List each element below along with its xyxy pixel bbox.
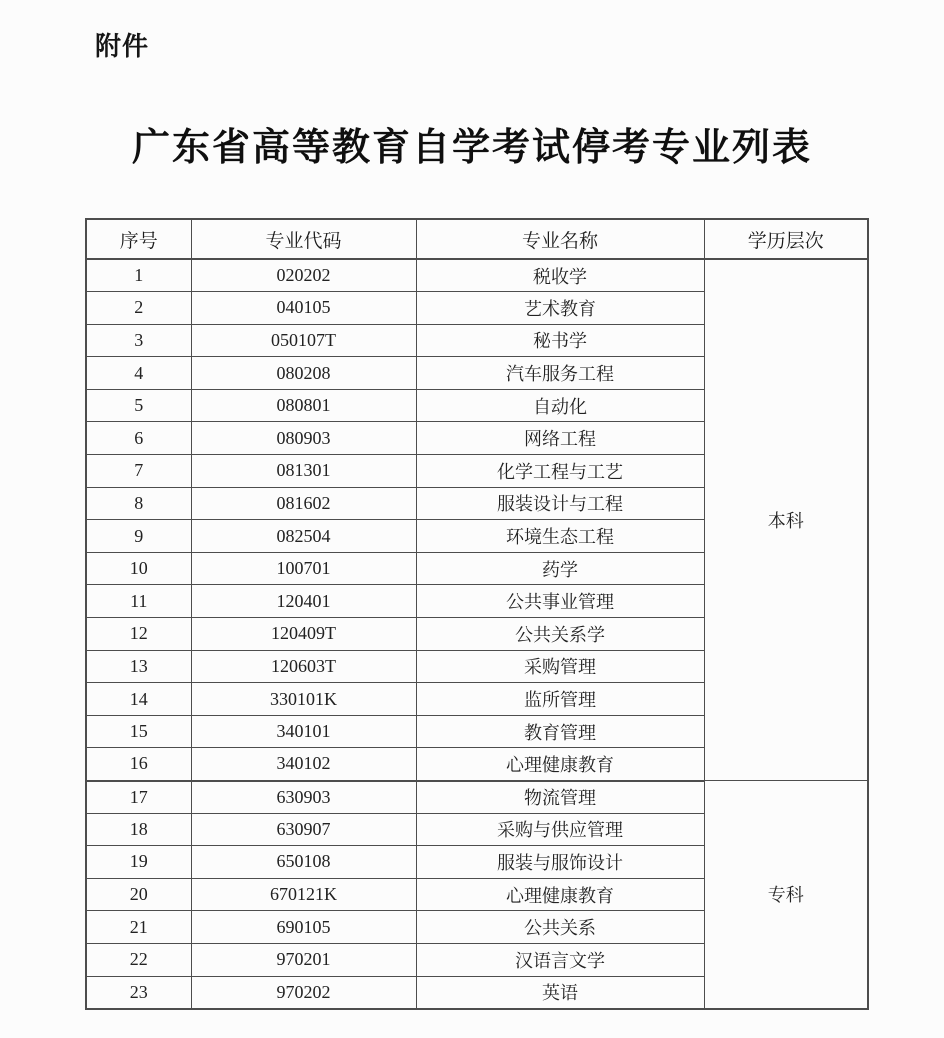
cell-major-code: 082504 <box>191 520 416 553</box>
cell-major-name: 化学工程与工艺 <box>416 455 704 488</box>
cell-major-name: 公共事业管理 <box>416 585 704 618</box>
suspended-majors-table <box>85 218 869 1010</box>
cell-major-name: 汽车服务工程 <box>416 357 704 390</box>
cell-serial-number: 6 <box>86 422 191 455</box>
cell-major-name: 心理健康教育 <box>416 878 704 911</box>
cell-major-code: 081301 <box>191 455 416 488</box>
cell-major-name: 物流管理 <box>416 781 704 814</box>
cell-major-name: 教育管理 <box>416 715 704 748</box>
cell-major-code: 690105 <box>191 911 416 944</box>
cell-serial-number: 19 <box>86 846 191 879</box>
cell-serial-number: 9 <box>86 520 191 553</box>
cell-major-name: 心理健康教育 <box>416 748 704 781</box>
cell-major-name: 服装设计与工程 <box>416 487 704 520</box>
column-header-no: 序号 <box>86 219 191 259</box>
cell-major-code: 970201 <box>191 943 416 976</box>
page-title: 广东省高等教育自学考试停考专业列表 <box>131 127 812 169</box>
table-row <box>86 781 868 814</box>
cell-serial-number: 7 <box>86 455 191 488</box>
cell-major-name: 网络工程 <box>416 422 704 455</box>
cell-major-name: 艺术教育 <box>416 292 704 325</box>
cell-serial-number: 16 <box>86 748 191 781</box>
cell-major-code: 100701 <box>191 552 416 585</box>
column-header-level: 学历层次 <box>704 219 868 259</box>
column-header-name: 专业名称 <box>416 219 704 259</box>
column-header-code: 专业代码 <box>191 219 416 259</box>
cell-major-code: 050107T <box>191 324 416 357</box>
cell-serial-number: 17 <box>86 781 191 814</box>
table-row <box>86 259 868 292</box>
cell-serial-number: 13 <box>86 650 191 683</box>
cell-serial-number: 22 <box>86 943 191 976</box>
cell-major-code: 630907 <box>191 813 416 846</box>
cell-major-code: 080208 <box>191 357 416 390</box>
cell-serial-number: 11 <box>86 585 191 618</box>
cell-serial-number: 4 <box>86 357 191 390</box>
cell-major-code: 630903 <box>191 781 416 814</box>
cell-serial-number: 2 <box>86 292 191 325</box>
cell-major-name: 税收学 <box>416 259 704 292</box>
cell-major-name: 汉语言文学 <box>416 943 704 976</box>
cell-serial-number: 20 <box>86 878 191 911</box>
cell-major-name: 秘书学 <box>416 324 704 357</box>
cell-major-code: 340102 <box>191 748 416 781</box>
cell-serial-number: 8 <box>86 487 191 520</box>
cell-major-name: 自动化 <box>416 389 704 422</box>
cell-serial-number: 5 <box>86 389 191 422</box>
cell-education-level: 专科 <box>704 781 868 1009</box>
cell-major-name: 英语 <box>416 976 704 1009</box>
cell-major-code: 020202 <box>191 259 416 292</box>
cell-serial-number: 12 <box>86 618 191 651</box>
cell-major-code: 081602 <box>191 487 416 520</box>
cell-serial-number: 1 <box>86 259 191 292</box>
cell-serial-number: 18 <box>86 813 191 846</box>
cell-serial-number: 10 <box>86 552 191 585</box>
cell-major-code: 340101 <box>191 715 416 748</box>
table-body <box>86 259 868 1009</box>
cell-major-code: 330101K <box>191 683 416 716</box>
cell-serial-number: 15 <box>86 715 191 748</box>
cell-major-name: 公共关系学 <box>416 618 704 651</box>
cell-major-name: 药学 <box>416 552 704 585</box>
cell-serial-number: 23 <box>86 976 191 1009</box>
cell-major-name: 采购与供应管理 <box>416 813 704 846</box>
cell-major-code: 970202 <box>191 976 416 1009</box>
cell-major-code: 120401 <box>191 585 416 618</box>
cell-major-name: 服装与服饰设计 <box>416 846 704 879</box>
cell-major-code: 650108 <box>191 846 416 879</box>
cell-major-name: 采购管理 <box>416 650 704 683</box>
cell-major-code: 080801 <box>191 389 416 422</box>
cell-education-level: 本科 <box>704 259 868 781</box>
cell-serial-number: 14 <box>86 683 191 716</box>
cell-major-code: 120409T <box>191 618 416 651</box>
cell-serial-number: 21 <box>86 911 191 944</box>
cell-major-name: 公共关系 <box>416 911 704 944</box>
cell-major-code: 120603T <box>191 650 416 683</box>
header-row <box>86 219 868 259</box>
cell-major-code: 080903 <box>191 422 416 455</box>
attachment-label: 附件 <box>95 31 150 61</box>
cell-major-code: 670121K <box>191 878 416 911</box>
cell-major-name: 监所管理 <box>416 683 704 716</box>
cell-major-name: 环境生态工程 <box>416 520 704 553</box>
cell-serial-number: 3 <box>86 324 191 357</box>
cell-major-code: 040105 <box>191 292 416 325</box>
